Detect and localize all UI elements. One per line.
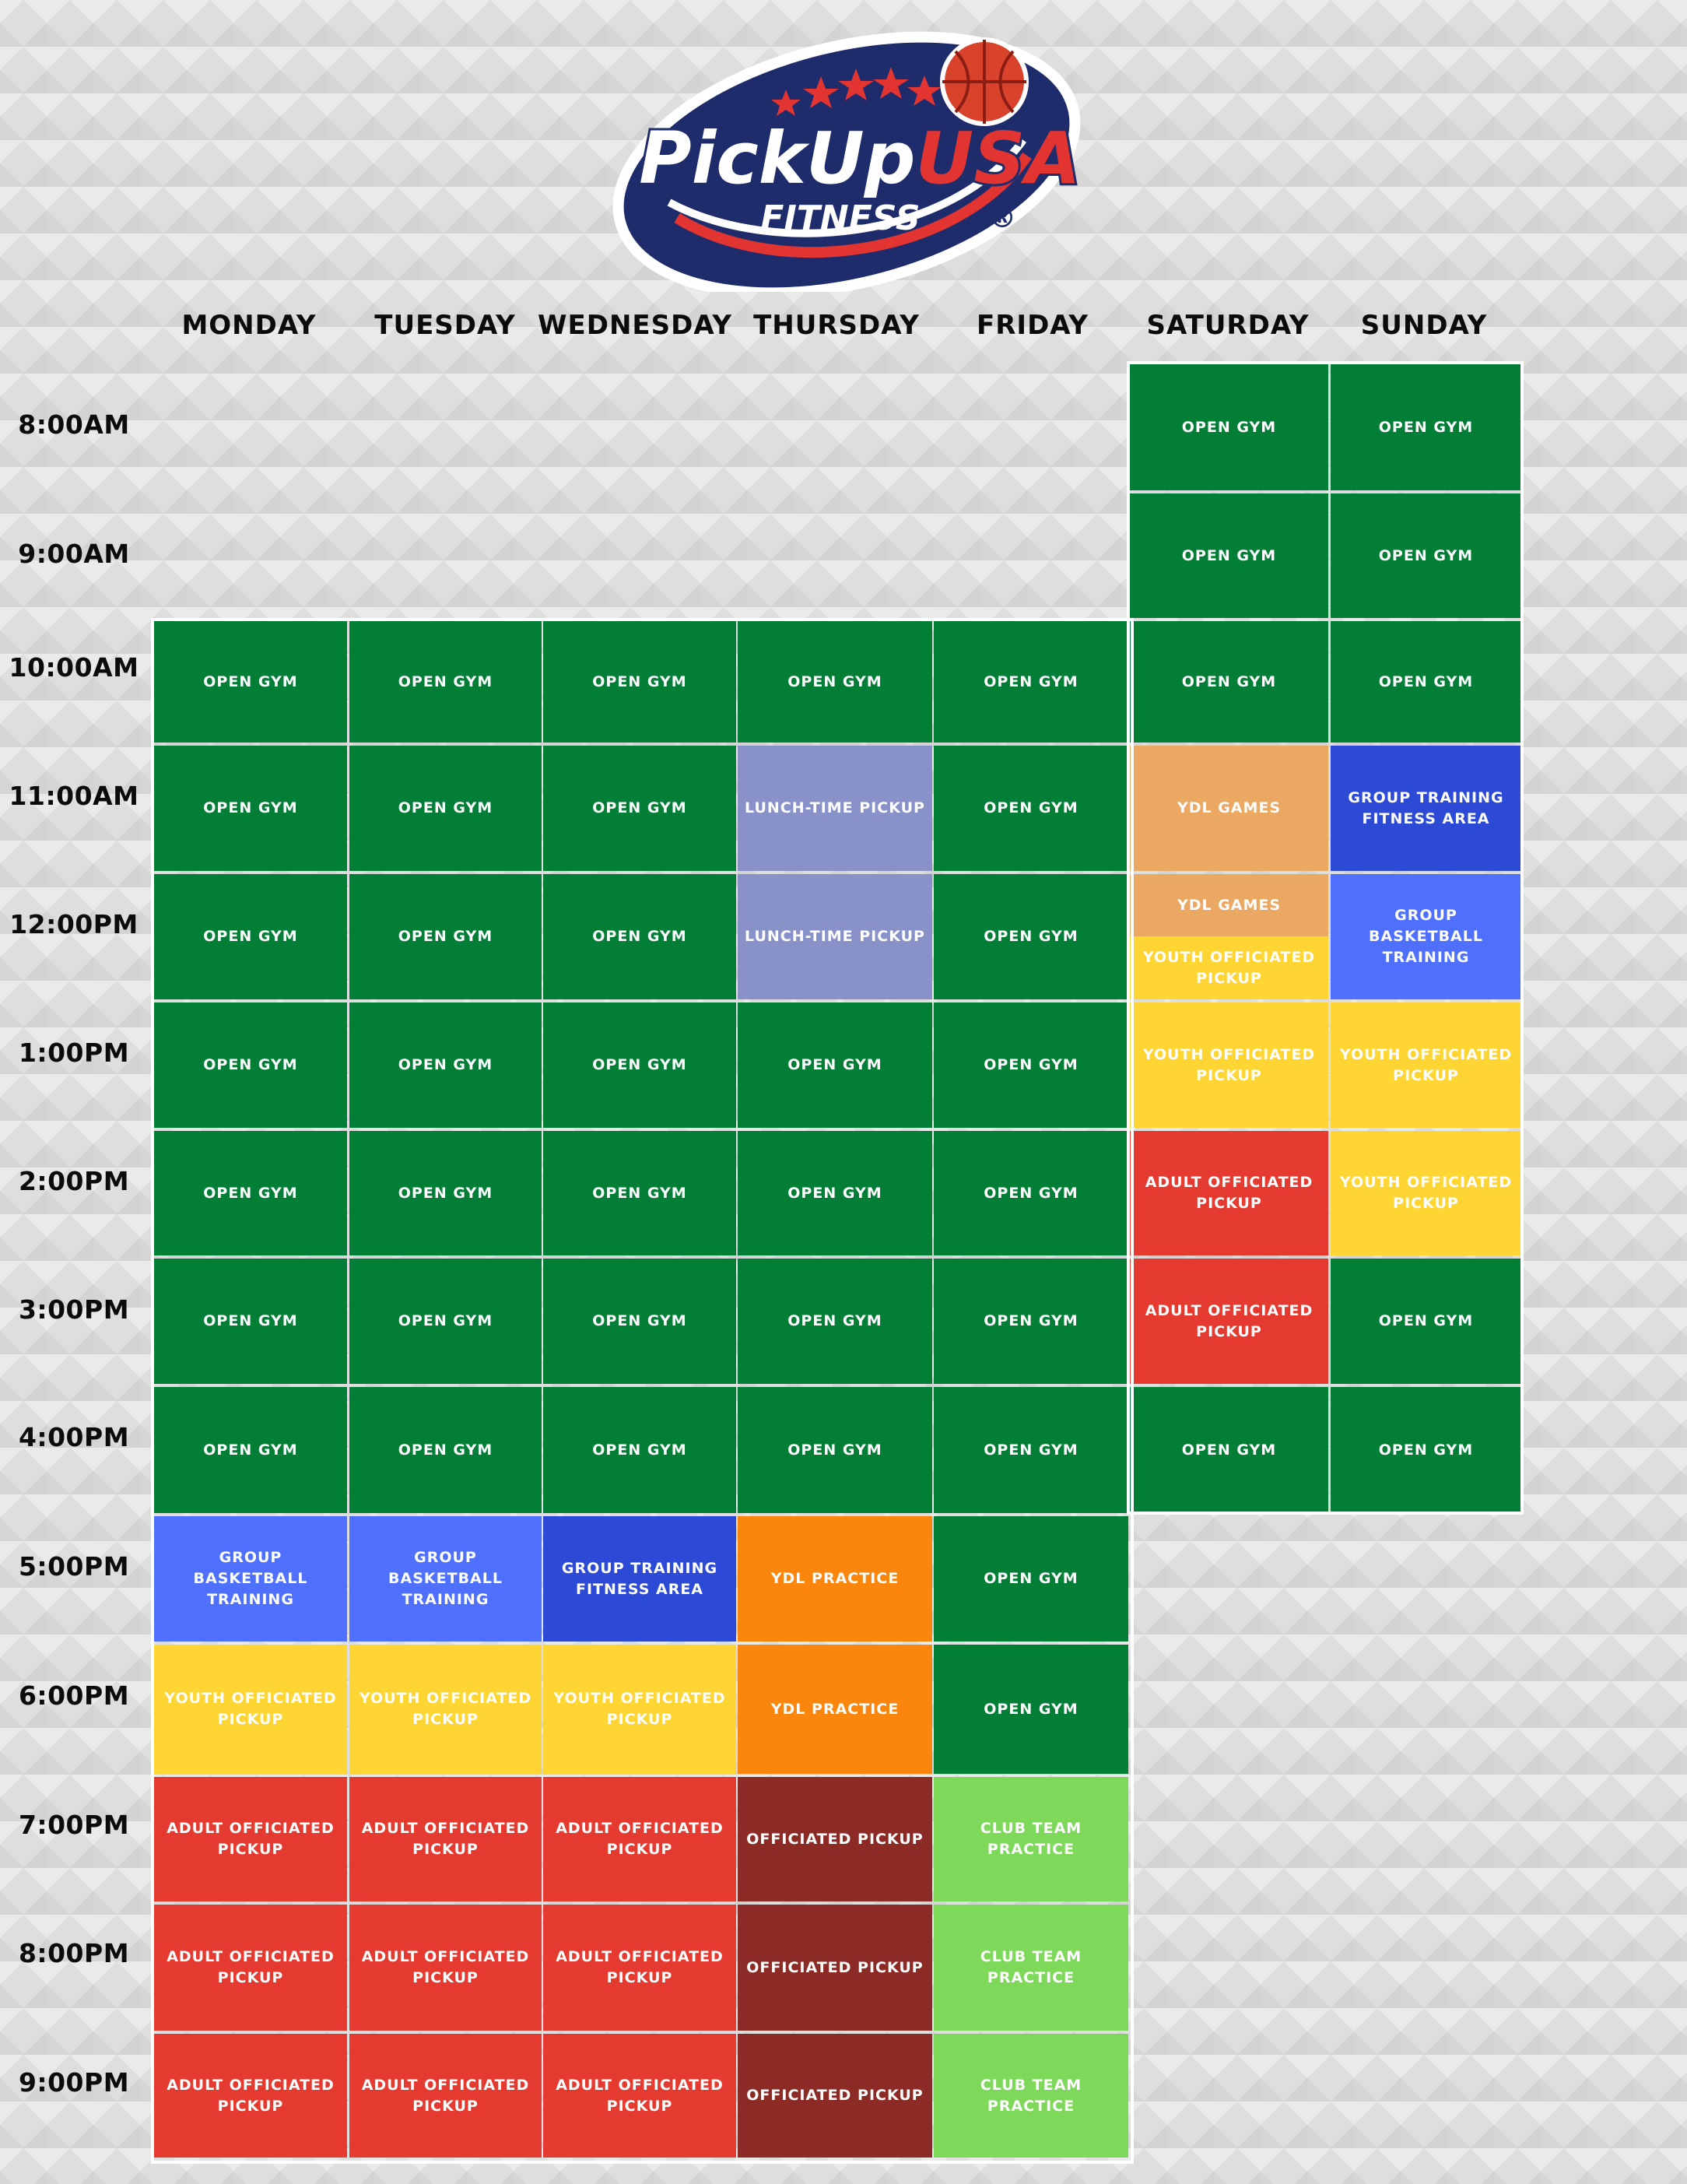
schedule-cell-friday: CLUB TEAM PRACTICE	[934, 1905, 1128, 2031]
schedule-cell-thursday: YDL PRACTICE	[738, 1645, 932, 1774]
schedule-cell-sunday: YOUTH OFFICIATED PICKUP	[1331, 1002, 1521, 1128]
schedule-cell-monday: OPEN GYM	[154, 1131, 347, 1255]
time-label: 2:00PM	[18, 1166, 130, 1196]
schedule-cell-friday: OPEN GYM	[934, 1516, 1128, 1642]
time-label: 12:00PM	[9, 909, 139, 939]
schedule-cell-wednesday: OPEN GYM	[543, 621, 736, 743]
schedule-cell-friday: OPEN GYM	[934, 874, 1128, 999]
schedule-cell-tuesday: OPEN GYM	[349, 1387, 542, 1513]
schedule-cell-sunday: OPEN GYM	[1331, 493, 1521, 618]
time-label: 5:00PM	[18, 1551, 130, 1582]
schedule-cell-tuesday: GROUP BASKETBALL TRAINING	[349, 1516, 542, 1642]
schedule-cell-tuesday: OPEN GYM	[349, 621, 542, 743]
time-label: 10:00AM	[9, 652, 139, 683]
schedule-cell-wednesday: ADULT OFFICIATED PICKUP	[543, 1777, 736, 1901]
time-label: 8:00PM	[18, 1938, 130, 1968]
schedule-cell-saturday: ADULT OFFICIATED PICKUP	[1130, 1259, 1328, 1384]
schedule-cell-sunday: GROUP BASKETBALL TRAINING	[1331, 874, 1521, 999]
day-header-wednesday: WEDNESDAY	[538, 310, 733, 341]
schedule-cell-thursday: OPEN GYM	[738, 621, 932, 743]
schedule-cell-wednesday: GROUP TRAINING FITNESS AREA	[543, 1516, 736, 1642]
day-header-monday: MONDAY	[181, 310, 317, 341]
schedule-cell-monday: OPEN GYM	[154, 746, 347, 871]
schedule-cell-saturday: YOUTH OFFICIATED PICKUP	[1130, 936, 1328, 999]
pickup-usa-fitness-logo	[591, 23, 1105, 292]
time-label: 3:00PM	[18, 1294, 130, 1325]
schedule-cell-wednesday: ADULT OFFICIATED PICKUP	[543, 1905, 736, 2031]
schedule-cell-friday: OPEN GYM	[934, 1131, 1128, 1255]
time-label: 9:00PM	[18, 2067, 130, 2098]
schedule-cell-saturday: OPEN GYM	[1130, 364, 1328, 490]
schedule-cell-wednesday: OPEN GYM	[543, 746, 736, 871]
schedule-cell-friday: OPEN GYM	[934, 1387, 1128, 1513]
schedule-cell-wednesday: OPEN GYM	[543, 1387, 736, 1513]
schedule-cell-sunday: OPEN GYM	[1331, 364, 1521, 490]
schedule-cell-wednesday: OPEN GYM	[543, 874, 736, 999]
schedule-cell-monday: YOUTH OFFICIATED PICKUP	[154, 1645, 347, 1774]
schedule-cell-friday: OPEN GYM	[934, 1002, 1128, 1128]
svg-text:PickUpUSA	[639, 117, 1080, 200]
time-label: 7:00PM	[18, 1810, 130, 1840]
schedule-cell-wednesday: OPEN GYM	[543, 1002, 736, 1128]
registered-mark: ®	[988, 202, 1016, 234]
time-label: 11:00AM	[9, 781, 139, 811]
schedule-cell-thursday: LUNCH-TIME PICKUP	[738, 746, 932, 871]
logo-pickup-text: PickUp	[639, 117, 916, 200]
schedule-cell-thursday: OFFICIATED PICKUP	[738, 2034, 932, 2158]
schedule-cell-monday: ADULT OFFICIATED PICKUP	[154, 1777, 347, 1901]
schedule-cell-sunday: GROUP TRAINING FITNESS AREA	[1331, 746, 1521, 871]
schedule-cell-sunday: OPEN GYM	[1331, 1259, 1521, 1384]
schedule-cell-monday: OPEN GYM	[154, 1387, 347, 1513]
schedule-cell-saturday: OPEN GYM	[1130, 493, 1328, 618]
schedule-cell-saturday: YDL GAMES	[1130, 874, 1328, 936]
schedule-cell-friday: OPEN GYM	[934, 746, 1128, 871]
time-label: 4:00PM	[18, 1422, 130, 1452]
schedule-cell-monday: OPEN GYM	[154, 1002, 347, 1128]
schedule-cell-tuesday: OPEN GYM	[349, 1131, 542, 1255]
schedule-cell-saturday: OPEN GYM	[1130, 621, 1328, 743]
schedule-cell-saturday: YDL GAMES	[1130, 746, 1328, 871]
schedule-cell-tuesday: ADULT OFFICIATED PICKUP	[349, 1777, 542, 1901]
schedule-cell-thursday: YDL PRACTICE	[738, 1516, 932, 1642]
schedule-cell-sunday: YOUTH OFFICIATED PICKUP	[1331, 1131, 1521, 1255]
schedule-cell-monday: ADULT OFFICIATED PICKUP	[154, 1905, 347, 2031]
schedule-cell-friday: CLUB TEAM PRACTICE	[934, 2034, 1128, 2158]
day-header-tuesday: TUESDAY	[374, 310, 516, 341]
time-label: 1:00PM	[18, 1038, 130, 1068]
schedule-cell-wednesday: YOUTH OFFICIATED PICKUP	[543, 1645, 736, 1774]
schedule-cell-friday: OPEN GYM	[934, 1645, 1128, 1774]
schedule-cell-tuesday: OPEN GYM	[349, 746, 542, 871]
schedule-cell-sunday: OPEN GYM	[1331, 1387, 1521, 1513]
schedule-cell-tuesday: OPEN GYM	[349, 1002, 542, 1128]
schedule-cell-thursday: OFFICIATED PICKUP	[738, 1777, 932, 1901]
day-header-saturday: SATURDAY	[1146, 310, 1310, 341]
schedule-cell-thursday: OFFICIATED PICKUP	[738, 1905, 932, 2031]
schedule-cell-thursday: LUNCH-TIME PICKUP	[738, 874, 932, 999]
schedule-cell-wednesday: OPEN GYM	[543, 1259, 736, 1384]
schedule-cell-monday: GROUP BASKETBALL TRAINING	[154, 1516, 347, 1642]
schedule-cell-wednesday: OPEN GYM	[543, 1131, 736, 1255]
schedule-cell-friday: CLUB TEAM PRACTICE	[934, 1777, 1128, 1901]
schedule-cell-tuesday: YOUTH OFFICIATED PICKUP	[349, 1645, 542, 1774]
logo-usa-text: USA	[915, 117, 1081, 200]
schedule-cell-tuesday: OPEN GYM	[349, 1259, 542, 1384]
basketball-icon	[942, 40, 1026, 124]
day-header-friday: FRIDAY	[977, 310, 1089, 341]
schedule-cell-monday: OPEN GYM	[154, 874, 347, 999]
schedule-cell-monday: OPEN GYM	[154, 621, 347, 743]
schedule-cell-thursday: OPEN GYM	[738, 1387, 932, 1513]
schedule-cell-thursday: OPEN GYM	[738, 1259, 932, 1384]
logo-fitness-text: FITNESS	[760, 198, 921, 238]
time-label: 8:00AM	[18, 409, 130, 440]
schedule-cell-saturday: ADULT OFFICIATED PICKUP	[1130, 1131, 1328, 1255]
schedule-cell-monday: OPEN GYM	[154, 1259, 347, 1384]
schedule-cell-tuesday: ADULT OFFICIATED PICKUP	[349, 1905, 542, 2031]
schedule-cell-tuesday: OPEN GYM	[349, 874, 542, 999]
schedule-cell-sunday: OPEN GYM	[1331, 621, 1521, 743]
time-label: 9:00AM	[18, 539, 130, 569]
schedule-cell-tuesday: ADULT OFFICIATED PICKUP	[349, 2034, 542, 2158]
schedule-cell-thursday: OPEN GYM	[738, 1002, 932, 1128]
schedule-cell-saturday: YOUTH OFFICIATED PICKUP	[1130, 1002, 1328, 1128]
day-header-thursday: THURSDAY	[753, 310, 920, 341]
day-header-sunday: SUNDAY	[1360, 310, 1488, 341]
time-label: 6:00PM	[18, 1680, 130, 1711]
schedule-cell-wednesday: ADULT OFFICIATED PICKUP	[543, 2034, 736, 2158]
schedule-cell-monday: ADULT OFFICIATED PICKUP	[154, 2034, 347, 2158]
schedule-cell-friday: OPEN GYM	[934, 621, 1128, 743]
schedule-cell-thursday: OPEN GYM	[738, 1131, 932, 1255]
schedule-cell-saturday: OPEN GYM	[1130, 1387, 1328, 1513]
schedule-cell-friday: OPEN GYM	[934, 1259, 1128, 1384]
